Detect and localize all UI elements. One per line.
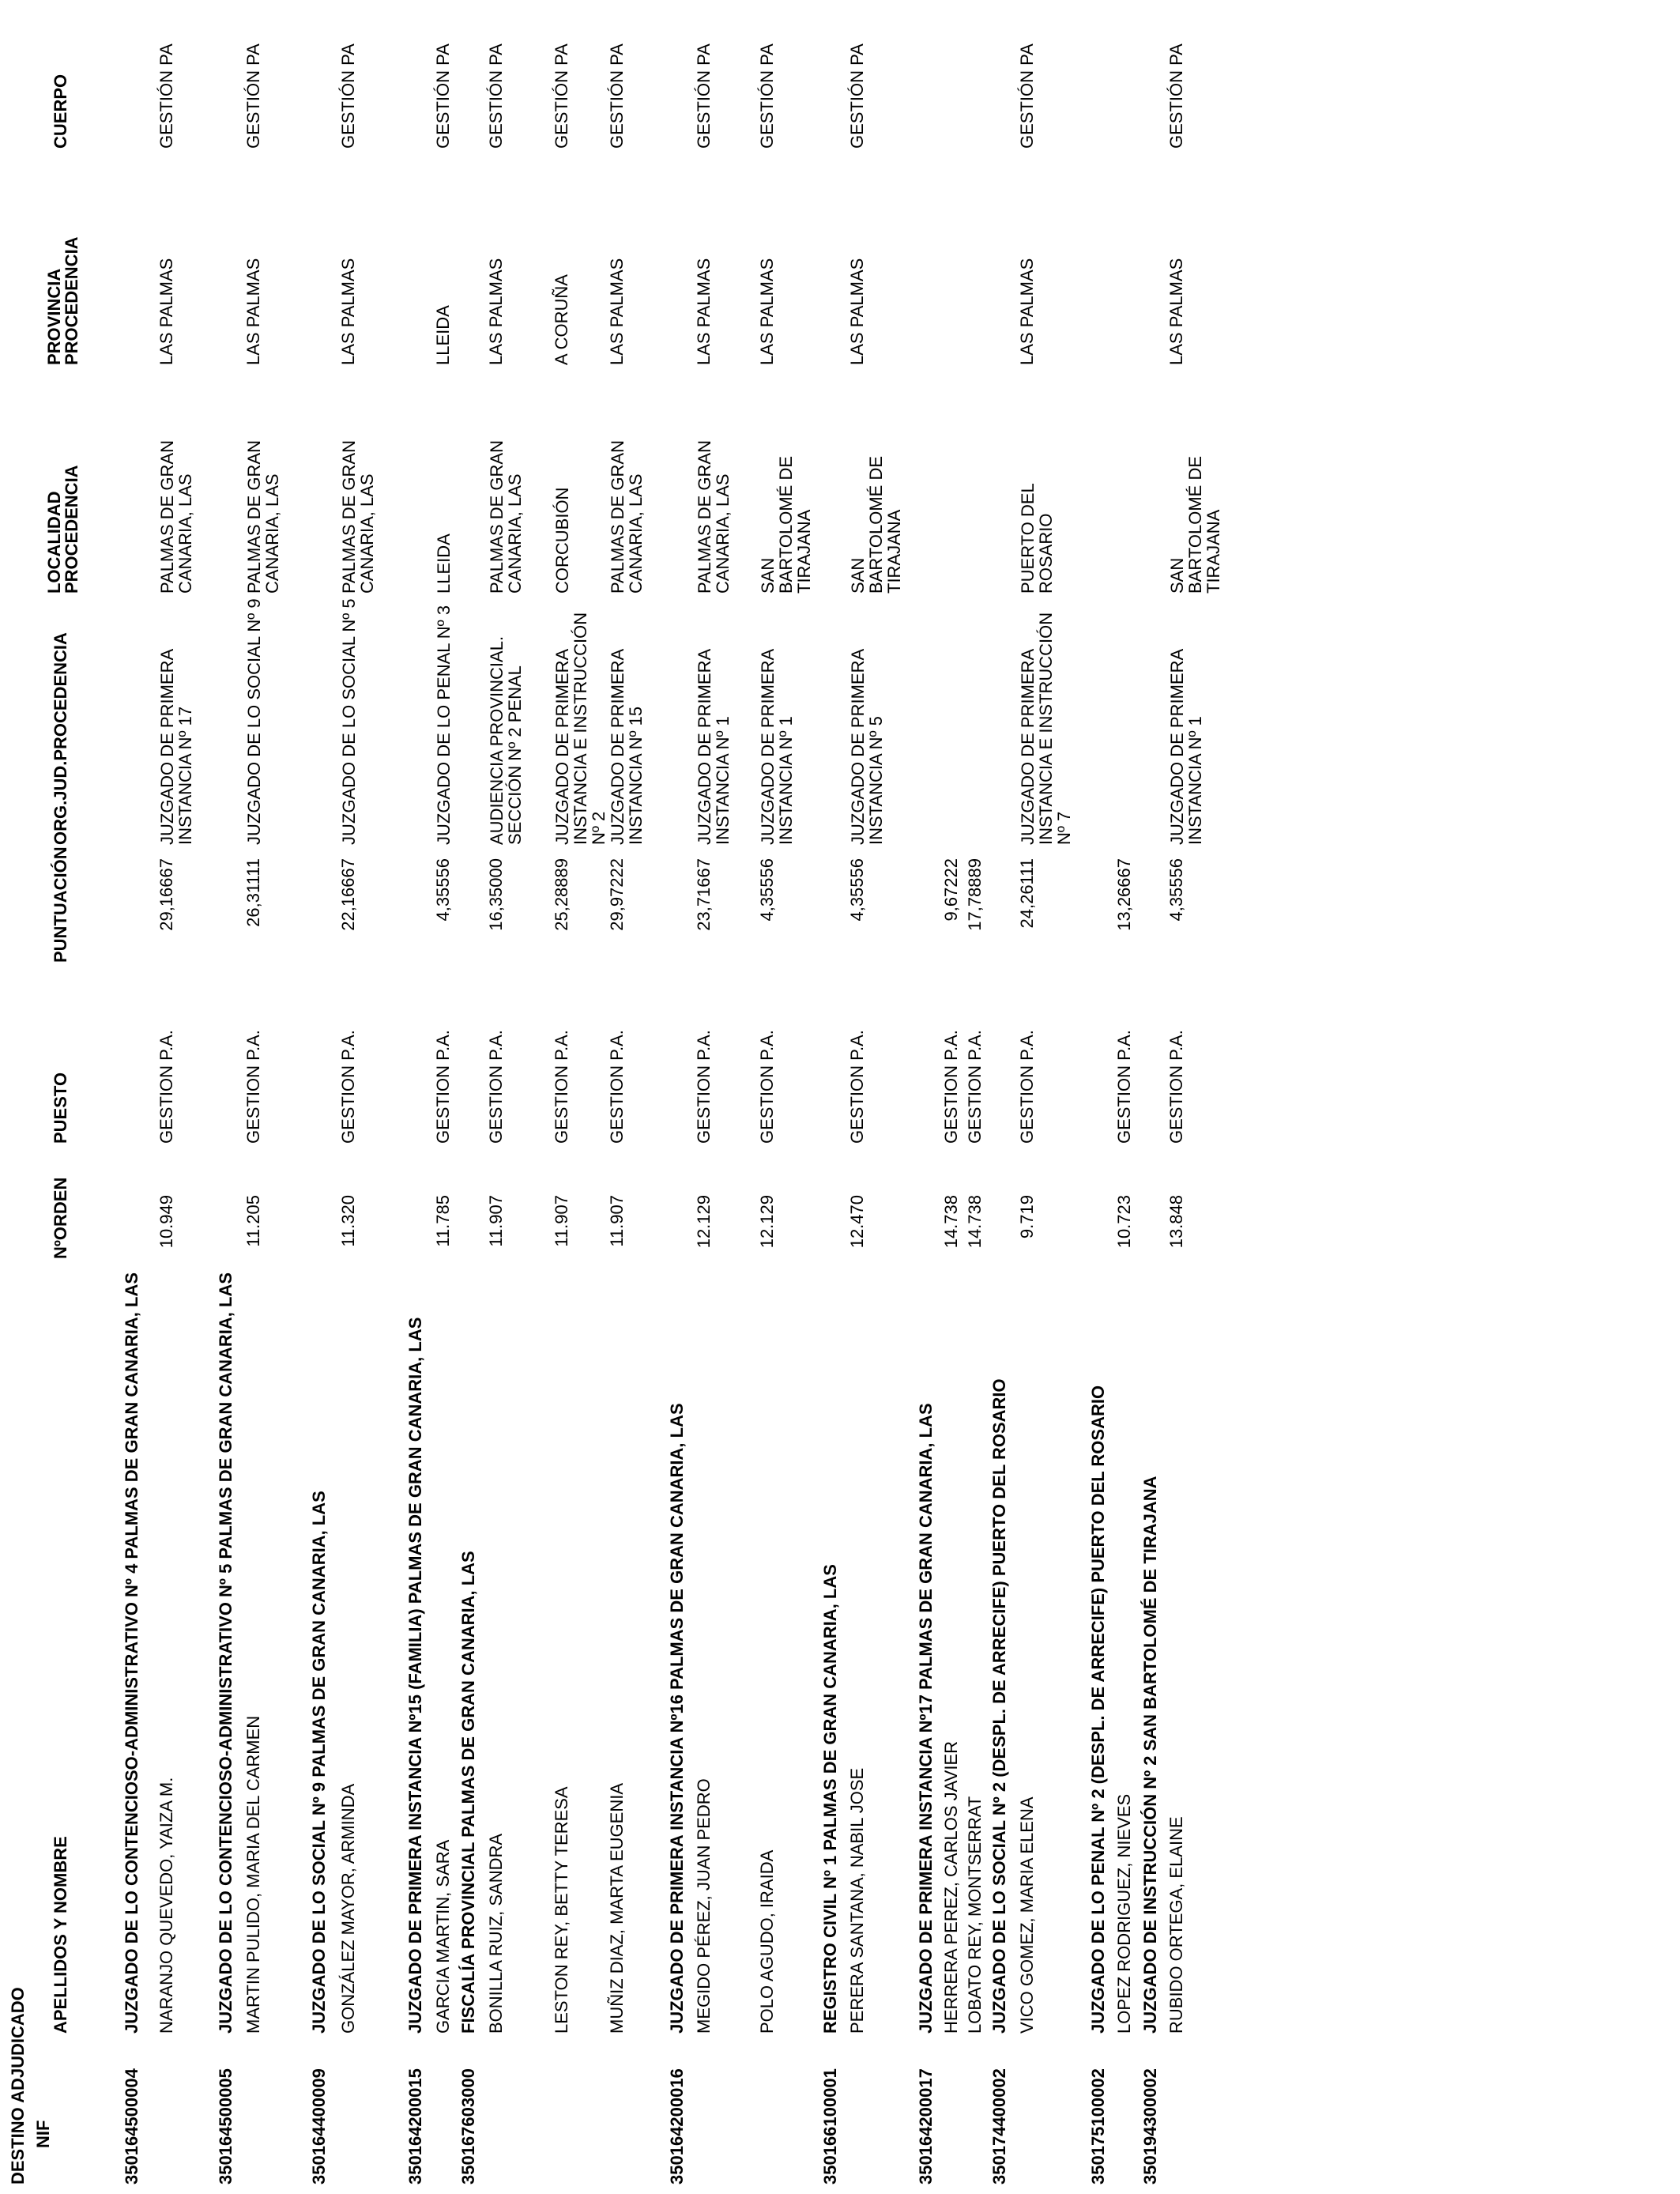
column-header-nif: NIF [33,2120,53,2148]
row-puesto: GESTION P.A. [486,1030,506,1144]
row-localidad: PALMAS DE GRAN CANARIA, LAS [339,440,377,594]
column-header-cuerpo: CUERPO [51,74,70,149]
row-nombre: MARTIN PULIDO, MARIA DEL CARMEN [243,1715,263,2034]
group-nif: 350164200016 [667,2068,687,2185]
column-header-localidad: LOCALIDAD PROCEDENCIA [44,465,81,594]
row-puntuacion: 17,78889 [965,858,985,931]
row-nombre: POLO AGUDO, IRAIDA [757,1849,777,2034]
row-puesto: GESTION P.A. [552,1030,571,1144]
row-nombre: MEGIDO PÉREZ, JUAN PEDRO [694,1778,714,2034]
row-puesto: GESTION P.A. [607,1030,627,1144]
group-destino: REGISTRO CIVIL Nº 1 PALMAS DE GRAN CANARIA, LAS [820,1564,840,2034]
column-header-apellidos: APELLIDOS Y NOMBRE [51,1836,70,2034]
row-cuerpo: GESTIÓN PA [486,43,506,149]
row-org: JUZGADO DE PRIMERA INSTANCIA Nº 17 [157,650,195,845]
row-orden: 11.785 [433,1195,453,1247]
row-nombre: GONZÁLEZ MAYOR, ARMINDA [338,1783,358,2034]
row-nombre: RUBIDO ORTEGA, ELAINE [1166,1816,1186,2034]
row-puntuacion: 4,35556 [433,858,453,922]
row-puesto: GESTION P.A. [1114,1030,1134,1144]
row-orden: 11.320 [338,1195,358,1247]
row-org: JUZGADO DE PRIMERA INSTANCIA E INSTRUCCIÓN Nº 7 [1018,612,1074,845]
row-puntuacion: 22,16667 [338,858,358,931]
row-localidad: SAN BARTOLOMÉ DE TIRAJANA [1167,455,1223,594]
group-nif: 350166100001 [820,2068,840,2185]
row-provincia: A CORUÑA [552,274,571,365]
row-cuerpo: GESTIÓN PA [156,43,176,149]
row-puesto: GESTION P.A. [941,1030,961,1144]
row-provincia: LLEIDA [433,305,453,365]
row-orden: 12.129 [694,1195,714,1249]
row-puntuacion: 23,71667 [694,858,714,931]
row-cuerpo: GESTIÓN PA [552,43,571,149]
row-puntuacion: 29,97222 [607,858,627,931]
group-destino: FISCALÍA PROVINCIAL PALMAS DE GRAN CANARIA, LAS [458,1551,478,2034]
row-orden: 13.848 [1166,1195,1186,1249]
row-localidad: PALMAS DE GRAN CANARIA, LAS [487,440,525,594]
row-puesto: GESTION P.A. [1017,1030,1037,1144]
row-orden: 12.470 [847,1195,867,1249]
row-nombre: MUÑIZ DIAZ, MARTA EUGENIA [607,1783,627,2034]
row-localidad: CORCUBIÓN [552,487,572,594]
row-org: JUZGADO DE PRIMERA INSTANCIA E INSTRUCCIÓN Nº 2 [552,612,608,845]
row-cuerpo: GESTIÓN PA [338,43,358,149]
row-cuerpo: GESTIÓN PA [847,43,867,149]
group-destino: JUZGADO DE LO CONTENCIOSO-ADMINISTRATIVO Nº 5 PALMAS DE GRAN CANARIA, LAS [216,1272,235,2034]
row-localidad: LLEIDA [434,533,454,594]
row-orden: 10.949 [156,1195,176,1249]
group-nif: 350164500005 [216,2068,235,2185]
row-provincia: LAS PALMAS [757,258,777,365]
row-nombre: NARANJO QUEVEDO, YAIZA M. [156,1777,176,2034]
row-cuerpo: GESTIÓN PA [757,43,777,149]
row-org: JUZGADO DE LO SOCIAL Nº 5 [339,598,359,845]
group-destino: JUZGADO DE LO SOCIAL Nº 2 (DESPL. DE ARRECIFE) PUERTO DEL ROSARIO [989,1378,1009,2034]
row-puesto: GESTION P.A. [847,1030,867,1144]
row-localidad: SAN BARTOLOMÉ DE TIRAJANA [758,455,814,594]
group-destino: JUZGADO DE LO PENAL Nº 2 (DESPL. DE ARRECIFE) PUERTO DEL ROSARIO [1088,1385,1108,2034]
group-destino: JUZGADO DE INSTRUCCIÓN Nº 2 SAN BARTOLOMÉ DE TIRAJANA [1140,1476,1160,2034]
row-puesto: GESTION P.A. [338,1030,358,1144]
row-localidad: PALMAS DE GRAN CANARIA, LAS [244,440,282,594]
row-nombre: PERERA SANTANA, NABIL JOSE [847,1767,867,2034]
row-org: JUZGADO DE LO SOCIAL Nº 9 [244,598,264,845]
row-orden: 11.907 [607,1195,627,1247]
row-provincia: LAS PALMAS [847,258,867,365]
row-provincia: LAS PALMAS [156,258,176,365]
row-orden: 14.738 [965,1195,985,1249]
row-orden: 11.907 [486,1195,506,1247]
row-puntuacion: 26,31111 [243,858,263,927]
row-nombre: GARCIA MARTIN, SARA [433,1839,453,2034]
row-puesto: GESTION P.A. [1166,1030,1186,1144]
row-orden: 10.723 [1114,1195,1134,1249]
row-puntuacion: 9,67222 [941,858,961,922]
row-org: JUZGADO DE PRIMERA INSTANCIA Nº 1 [695,650,733,845]
row-orden: 9.719 [1017,1195,1037,1239]
row-localidad: PALMAS DE GRAN CANARIA, LAS [157,440,195,594]
row-cuerpo: GESTIÓN PA [243,43,263,149]
group-destino: JUZGADO DE PRIMERA INSTANCIA Nº17 PALMAS DE GRAN CANARIA, LAS [916,1403,936,2034]
group-nif: 350164200015 [405,2068,425,2185]
row-provincia: LAS PALMAS [1017,258,1037,365]
row-puntuacion: 16,35000 [486,858,506,931]
row-provincia: LAS PALMAS [694,258,714,365]
row-localidad: PALMAS DE GRAN CANARIA, LAS [608,440,646,594]
row-nombre: HERRERA PEREZ, CARLOS JAVIER [941,1740,961,2034]
row-orden: 14.738 [941,1195,961,1249]
group-destino: JUZGADO DE LO SOCIAL Nº 9 PALMAS DE GRAN CANARIA, LAS [309,1491,329,2034]
row-org: JUZGADO DE PRIMERA INSTANCIA Nº 1 [1167,650,1205,845]
row-cuerpo: GESTIÓN PA [1166,43,1186,149]
row-cuerpo: GESTIÓN PA [607,43,627,149]
row-puntuacion: 25,28889 [552,858,571,931]
row-puesto: GESTION P.A. [965,1030,985,1144]
row-org: JUZGADO DE PRIMERA INSTANCIA Nº 5 [848,650,886,845]
row-provincia: LAS PALMAS [243,258,263,365]
row-puntuacion: 13,26667 [1114,858,1134,931]
row-nombre: VICO GOMEZ, MARIA ELENA [1017,1796,1037,2034]
row-nombre: LOPEZ RODRIGUEZ, NIEVES [1114,1793,1134,2034]
group-nif: 350164500004 [122,2068,141,2185]
row-puesto: GESTION P.A. [243,1030,263,1144]
destino-adjudicado-heading: DESTINO ADJUDICADO [8,1987,28,2185]
column-header-provincia: PROVINCIA PROCEDENCIA [44,236,81,365]
column-header-norden: NºORDEN [51,1177,70,1259]
column-header-puntuacion: PUNTUACIÓN [51,846,70,963]
group-nif: 350194300002 [1140,2068,1160,2185]
row-puntuacion: 4,35556 [757,858,777,922]
row-cuerpo: GESTIÓN PA [1017,43,1037,149]
row-cuerpo: GESTIÓN PA [433,43,453,149]
group-destino: JUZGADO DE PRIMERA INSTANCIA Nº16 PALMAS DE GRAN CANARIA, LAS [667,1403,687,2034]
row-puesto: GESTION P.A. [156,1030,176,1144]
row-provincia: LAS PALMAS [607,258,627,365]
column-header-orgjud: ORG.JUD.PROCEDENCIA [51,632,70,845]
row-localidad: SAN BARTOLOMÉ DE TIRAJANA [848,455,904,594]
group-nif: 350167603000 [458,2068,478,2185]
row-puesto: GESTION P.A. [757,1030,777,1144]
row-puesto: GESTION P.A. [433,1030,453,1144]
row-org: JUZGADO DE LO PENAL Nº 3 [434,605,454,845]
row-org: JUZGADO DE PRIMERA INSTANCIA Nº 1 [758,650,796,845]
group-destino: JUZGADO DE PRIMERA INSTANCIA Nº15 (FAMILIA) PALMAS DE GRAN CANARIA, LAS [405,1317,425,2034]
row-org: AUDIENCIA PROVINCIAL. SECCIÓN Nº 2 PENAL [487,635,525,845]
row-localidad: PUERTO DEL ROSARIO [1018,484,1056,594]
row-provincia: LAS PALMAS [338,258,358,365]
group-nif: 350175100002 [1088,2068,1108,2185]
group-nif: 350164200017 [916,2068,936,2185]
row-provincia: LAS PALMAS [1166,258,1186,365]
group-destino: JUZGADO DE LO CONTENCIOSO-ADMINISTRATIVO Nº 4 PALMAS DE GRAN CANARIA, LAS [122,1272,141,2034]
row-orden: 12.129 [757,1195,777,1249]
row-puntuacion: 24,26111 [1017,858,1037,929]
row-puntuacion: 29,16667 [156,858,176,931]
row-org: JUZGADO DE PRIMERA INSTANCIA Nº 15 [608,650,646,845]
row-puntuacion: 4,35556 [1166,858,1186,922]
row-orden: 11.205 [243,1195,263,1247]
row-provincia: LAS PALMAS [486,258,506,365]
row-nombre: LOBATO REY, MONTSERRAT [965,1796,985,2034]
row-cuerpo: GESTIÓN PA [694,43,714,149]
row-orden: 11.907 [552,1195,571,1247]
column-header-puesto: PUESTO [51,1072,70,1144]
group-nif: 350164400009 [309,2068,329,2185]
row-puesto: GESTION P.A. [694,1030,714,1144]
row-localidad: PALMAS DE GRAN CANARIA, LAS [695,440,733,594]
row-nombre: BONILLA RUIZ, SANDRA [486,1833,506,2034]
row-nombre: LESTON REY, BETTY TERESA [552,1786,571,2034]
group-nif: 350174400002 [989,2068,1009,2185]
row-puntuacion: 4,35556 [847,858,867,922]
